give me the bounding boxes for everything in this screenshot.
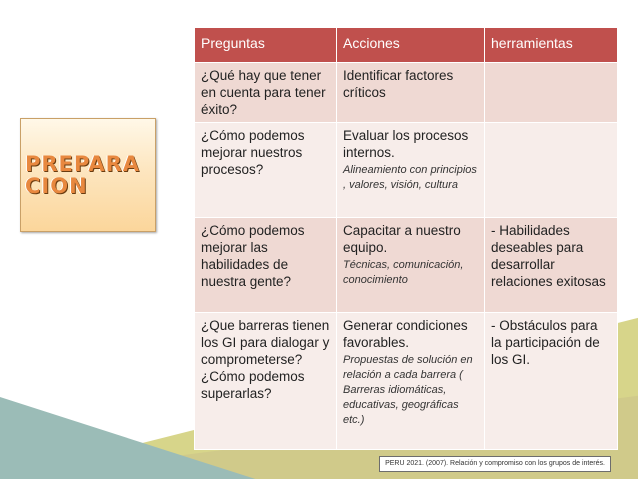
cell-accion bbox=[337, 218, 485, 313]
planning-table bbox=[194, 27, 618, 450]
cell-herramienta bbox=[485, 123, 618, 218]
section-title-card bbox=[20, 118, 156, 232]
cell-accion bbox=[337, 63, 485, 123]
pregunta-text: ¿Cómo podemos superarlas? bbox=[201, 369, 305, 401]
table-row bbox=[195, 313, 618, 450]
cell-herramienta: - Obstáculos para la participación de los GI. bbox=[485, 313, 618, 450]
accion-text: Identificar factores críticos bbox=[343, 68, 454, 100]
cell-pregunta bbox=[195, 313, 337, 450]
table-row bbox=[195, 63, 618, 123]
cell-pregunta: ¿Qué hay que tener en cuenta para tener éxito? bbox=[195, 63, 337, 123]
cell-herramienta bbox=[485, 63, 618, 123]
source-footnote: PERU 2021. (2007). Relación y compromiso con los grupos de interés. bbox=[379, 456, 611, 472]
header-acciones: Acciones bbox=[337, 28, 485, 63]
accion-text: Generar condiciones favorables. bbox=[343, 318, 468, 350]
header-preguntas: Preguntas bbox=[195, 28, 337, 63]
cell-pregunta: ¿Cómo podemos mejorar nuestros procesos? bbox=[195, 123, 337, 218]
cell-herramienta: - Habilidades deseables para desarrollar relaciones exitosas bbox=[485, 218, 618, 313]
accion-note: Barreras idiomáticas, educativas, geográficas etc.) bbox=[343, 384, 459, 426]
pregunta-text: ¿Que barreras tienen los GI para dialogar y comprometerse? bbox=[201, 318, 330, 367]
table-row bbox=[195, 218, 618, 313]
accion-note: Alineamiento con principios , valores, visión, cultura bbox=[343, 164, 477, 191]
table-row bbox=[195, 123, 618, 218]
cell-accion bbox=[337, 313, 485, 450]
accion-note: Propuestas de solución en relación a cada barrera ( bbox=[343, 354, 473, 381]
accion-text: Capacitar a nuestro equipo. bbox=[343, 223, 461, 255]
accion-note: Técnicas, comunicación, conocimiento bbox=[343, 259, 464, 286]
accion-text: Evaluar los procesos internos. bbox=[343, 128, 469, 160]
section-title: PREPARACION bbox=[25, 152, 141, 198]
cell-pregunta: ¿Cómo podemos mejorar las habilidades de nuestra gente? bbox=[195, 218, 337, 313]
table-header-row bbox=[195, 28, 618, 63]
cell-accion bbox=[337, 123, 485, 218]
header-herramientas: herramientas bbox=[485, 28, 618, 63]
